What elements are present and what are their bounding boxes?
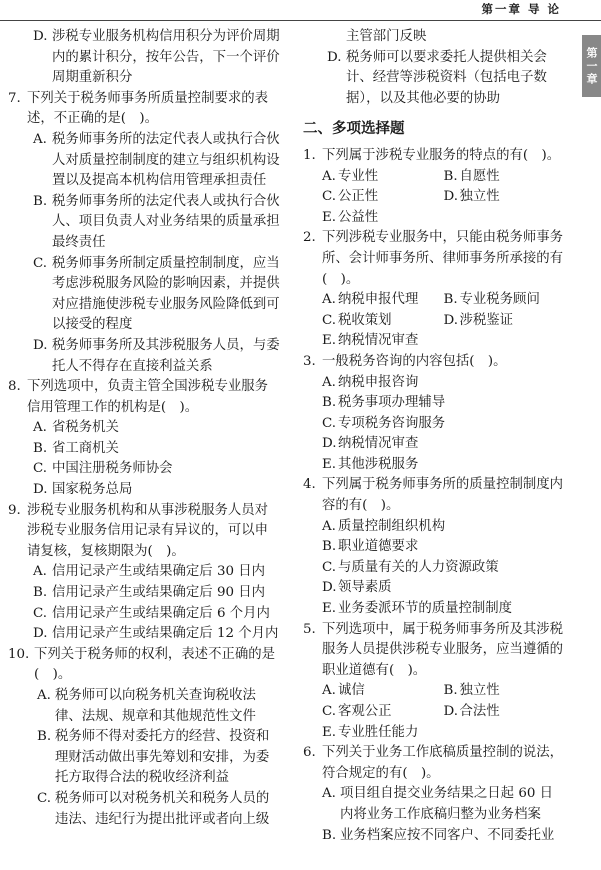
- option: [8, 439, 280, 460]
- option-text: 信用记录产生或结果确定后 12 个月内: [52, 626, 279, 642]
- option-text: 专业性: [338, 168, 379, 184]
- question-number: 7.: [8, 90, 21, 106]
- option-label: C.: [322, 559, 337, 575]
- option: [8, 686, 280, 727]
- option: [8, 192, 280, 254]
- option-label: B.: [443, 168, 458, 184]
- option-text: 纳税申报咨询: [338, 374, 419, 390]
- option-text: 税务师事务所及其涉税服务人员，与委托人不得存在直接利益关系: [52, 337, 280, 374]
- option-label: B.: [443, 292, 458, 308]
- option-text: 公益性: [338, 209, 379, 225]
- chapter-side-tab: 第一章: [582, 35, 601, 97]
- header-divider: [0, 20, 601, 21]
- option: [8, 562, 280, 583]
- option-text: 税务师可以要求委托人提供相关会计、经营等涉税资料（包括电子数据），以及其他必要的协助: [346, 49, 547, 106]
- option-row: [303, 290, 565, 311]
- option-row: [303, 578, 565, 599]
- option-row: [303, 434, 565, 455]
- question-number: 3.: [303, 353, 316, 369]
- option-text: 税收策划: [338, 312, 392, 328]
- question-number: 10.: [8, 646, 30, 662]
- option-text: 省税务机关: [52, 420, 119, 436]
- question-number: 4.: [303, 477, 316, 493]
- option-label: A.: [33, 131, 47, 147]
- option: [322, 599, 562, 620]
- option: [322, 455, 552, 476]
- option: [8, 624, 280, 645]
- option-label: C.: [322, 415, 337, 431]
- page-header: [0, 0, 601, 26]
- option-row: [303, 455, 565, 476]
- option-label: C.: [37, 790, 52, 806]
- question-stem: 下列属于税务师事务所的质量控制制度内容的有( )。: [322, 477, 564, 514]
- option-text: 自愿性: [459, 168, 500, 184]
- option-text: 税务师事务所的法定代表人或执行合伙人、项目负责人对业务结果的质量承担最终责任: [52, 193, 280, 250]
- option: [322, 187, 444, 208]
- mc-question-1: [303, 146, 565, 167]
- question-number: 2.: [303, 230, 316, 246]
- question-stem: 涉税专业服务机构和从事涉税服务人员对涉税专业服务信用记录有异议的，可以申请复核，复核期限为( )。: [27, 502, 269, 559]
- option-row: [303, 723, 565, 744]
- option-text: 纳税申报代理: [338, 292, 419, 308]
- chapter-title: 第一章 导 论: [481, 2, 561, 16]
- option-row: [303, 167, 565, 188]
- option-label: A.: [322, 168, 336, 184]
- option-label: B.: [322, 827, 337, 843]
- left-column: [8, 27, 280, 830]
- option-label: D.: [443, 704, 459, 719]
- option-text: 涉税鉴证: [459, 312, 514, 328]
- question-9: [8, 501, 280, 563]
- option-text: 省工商机关: [52, 440, 119, 456]
- option-row: [303, 558, 565, 579]
- question-number: 8.: [8, 379, 21, 395]
- question-stem: 下列关于税务师事务所质量控制要求的表述，不正确的是( )。: [27, 90, 269, 127]
- option-text: 国家税务总局: [52, 482, 133, 498]
- option-text: 专业税务顾问: [459, 292, 540, 308]
- option-label: E.: [322, 724, 337, 740]
- question-stem: 下列关于税务师的权利，表述不正确的是( )。: [34, 646, 276, 683]
- option-label: D.: [443, 189, 459, 205]
- option: [322, 681, 444, 702]
- option-label: C.: [33, 461, 48, 477]
- option: [8, 583, 280, 604]
- option-text: 税务事项办理辅导: [338, 395, 446, 411]
- option: [322, 434, 552, 455]
- option-label: D.: [33, 29, 48, 44]
- option-label: D.: [33, 626, 48, 642]
- question-number: 6.: [303, 745, 316, 761]
- option-text: 合法性: [459, 704, 500, 719]
- option-text: 税务师可以向税务机关查询税收法律、法规、规章和其他规范性文件: [55, 688, 256, 724]
- section-title: 二、多项选择题: [303, 121, 405, 138]
- option-text: 业务委派环节的质量控制制度: [338, 601, 513, 617]
- question-number: 9.: [8, 502, 21, 518]
- continued-text: 主管部门反映: [346, 29, 427, 44]
- option-text: 信用记录产生或结果确定后 6 个月内: [52, 605, 270, 621]
- option-row: [303, 517, 565, 538]
- option-text: 涉税专业服务机构信用积分为评价周期内的累计积分，按年公告，下一个评价周期重新积分: [52, 29, 280, 86]
- option-label: A.: [33, 564, 47, 580]
- question-stem: 下列属于涉税专业服务的特点的有( )。: [322, 147, 561, 163]
- option-row: [303, 311, 565, 332]
- option-label: A.: [33, 420, 47, 436]
- option-text: 公正性: [338, 189, 379, 205]
- option-label: D.: [33, 482, 48, 498]
- option-label: B.: [33, 440, 48, 456]
- option-text: 项目组自提交业务结果之日起 60 日内将业务工作底稿归整为业务档案: [340, 786, 554, 822]
- option: [322, 414, 552, 435]
- option-text: 纳税情况审查: [338, 333, 419, 349]
- option-label: A.: [322, 786, 336, 802]
- option: [322, 208, 450, 229]
- option-row: [303, 702, 565, 723]
- option-label: D.: [322, 580, 337, 596]
- option: [8, 130, 280, 192]
- option: [8, 336, 280, 377]
- option: [322, 537, 562, 558]
- option-text: 职业道德要求: [338, 539, 419, 555]
- option-label: C.: [322, 189, 337, 205]
- question-stem: 下列选项中，负责主管全国涉税专业服务信用管理工作的机构是( )。: [27, 379, 269, 415]
- option-label: D.: [322, 436, 337, 452]
- option-text: 纳税情况审查: [338, 436, 419, 452]
- option-label: C.: [322, 312, 337, 328]
- option-text: 质量控制组织机构: [338, 518, 446, 534]
- option: [322, 373, 552, 394]
- option-label: C.: [322, 704, 337, 719]
- option-label: A.: [322, 518, 336, 534]
- question-8: [8, 377, 280, 418]
- option: [8, 727, 280, 789]
- option-text: 中国注册税务师协会: [52, 461, 173, 477]
- option: [322, 393, 552, 414]
- option: [303, 826, 565, 847]
- option-label: B.: [322, 395, 337, 411]
- option: [322, 331, 522, 352]
- mc-question-2: [303, 228, 565, 290]
- option: [8, 604, 280, 625]
- option: [444, 290, 566, 311]
- mc-question-4: [303, 475, 565, 516]
- option: [444, 311, 566, 332]
- option-text: 税务师事务所制定质量控制制度，应当考虑涉税服务风险的影响因素，并提供对应措施使涉税专业服务风险降低到可以接受的程度: [52, 255, 280, 333]
- question-7: [8, 89, 280, 130]
- option-text: 领导素质: [338, 580, 392, 596]
- option-label: A.: [37, 688, 51, 703]
- option-label: E.: [322, 209, 337, 225]
- option-row: [303, 331, 565, 352]
- option: [322, 311, 444, 332]
- option-row: [303, 187, 565, 208]
- option-text: 信用记录产生或结果确定后 90 日内: [52, 585, 266, 601]
- option: [303, 784, 565, 825]
- option: [322, 517, 562, 538]
- option: [444, 681, 566, 702]
- option: [322, 702, 444, 723]
- option-row: [303, 208, 565, 229]
- option-label: A.: [322, 292, 336, 308]
- option-label: E.: [322, 456, 337, 472]
- option: [303, 48, 565, 110]
- option: [444, 702, 566, 723]
- option-row: [303, 414, 565, 435]
- question-stem: 下列涉税专业服务中，只能由税务师事务所、会计师事务所、律师事务所承接的有( )。: [322, 230, 564, 287]
- option-text: 独立性: [459, 683, 500, 699]
- question-stem: 下列选项中，属于税务师事务所及其涉税服务人员提供涉税专业服务，应当遵循的职业道德有( )。: [322, 621, 564, 678]
- option-label: B.: [33, 585, 48, 601]
- option-text: 客观公正: [338, 704, 392, 719]
- option-text: 税务师事务所的法定代表人或执行合伙人对质量控制制度的建立与组织机构设置以及提高本机构信用管理承担责任: [52, 131, 280, 189]
- option: [322, 290, 444, 311]
- option-text: 专业胜任能力: [338, 724, 419, 740]
- option-row: [303, 537, 565, 558]
- option: [322, 723, 522, 744]
- option-text: 专项税务咨询服务: [338, 415, 446, 431]
- mc-question-5: [303, 620, 565, 682]
- option-text: 独立性: [459, 189, 500, 205]
- option-label: D.: [443, 312, 459, 328]
- option-text: 业务档案应按不同客户、不同委托业: [340, 827, 555, 843]
- option: [322, 167, 444, 188]
- option-text: 其他涉税服务: [338, 456, 419, 472]
- option-label: E.: [322, 333, 337, 349]
- question-number: 5.: [303, 621, 316, 637]
- option-text: 与质量有关的人力资源政策: [338, 559, 499, 575]
- question-stem: 一般税务咨询的内容包括( )。: [322, 353, 507, 369]
- option-label: B.: [37, 729, 52, 745]
- option: [8, 480, 280, 501]
- mc-question-6: [303, 743, 565, 784]
- option-text: 信用记录产生或结果确定后 30 日内: [52, 564, 266, 580]
- option-text: 税务师不得对委托方的经营、投资和理财活动做出事先筹划和安排，为委托方取得合法的税收经济利益: [55, 729, 270, 786]
- option-row: [303, 599, 565, 620]
- option: [8, 789, 280, 830]
- mc-question-3: [303, 352, 565, 373]
- option-row: [303, 393, 565, 414]
- option-label: B.: [322, 539, 337, 555]
- option: [322, 558, 562, 579]
- option: [8, 27, 280, 89]
- option: [8, 459, 280, 480]
- option: [322, 578, 562, 599]
- right-column: [303, 27, 565, 846]
- option: [444, 187, 566, 208]
- option-label: C.: [33, 255, 48, 271]
- option: [8, 254, 280, 336]
- option-label: B.: [443, 683, 458, 699]
- option-label: D.: [327, 49, 342, 65]
- option-label: C.: [33, 605, 48, 621]
- question-number: 1.: [303, 147, 316, 163]
- option-row: [303, 681, 565, 702]
- question-10: [8, 645, 280, 686]
- option-text: 诚信: [338, 683, 365, 699]
- option: [8, 418, 280, 439]
- option-label: B.: [33, 193, 48, 209]
- option-label: E.: [322, 601, 337, 617]
- option-row: [303, 373, 565, 394]
- question-stem: 下列关于业务工作底稿质量控制的说法，符合规定的有( )。: [322, 745, 564, 781]
- option-text: 税务师可以对税务机关和税务人员的违法、违纪行为提出批评或者向上级: [55, 790, 270, 827]
- option-label: D.: [33, 337, 48, 353]
- option-label: A.: [322, 374, 336, 390]
- option-label: A.: [322, 683, 336, 699]
- option: [444, 167, 566, 188]
